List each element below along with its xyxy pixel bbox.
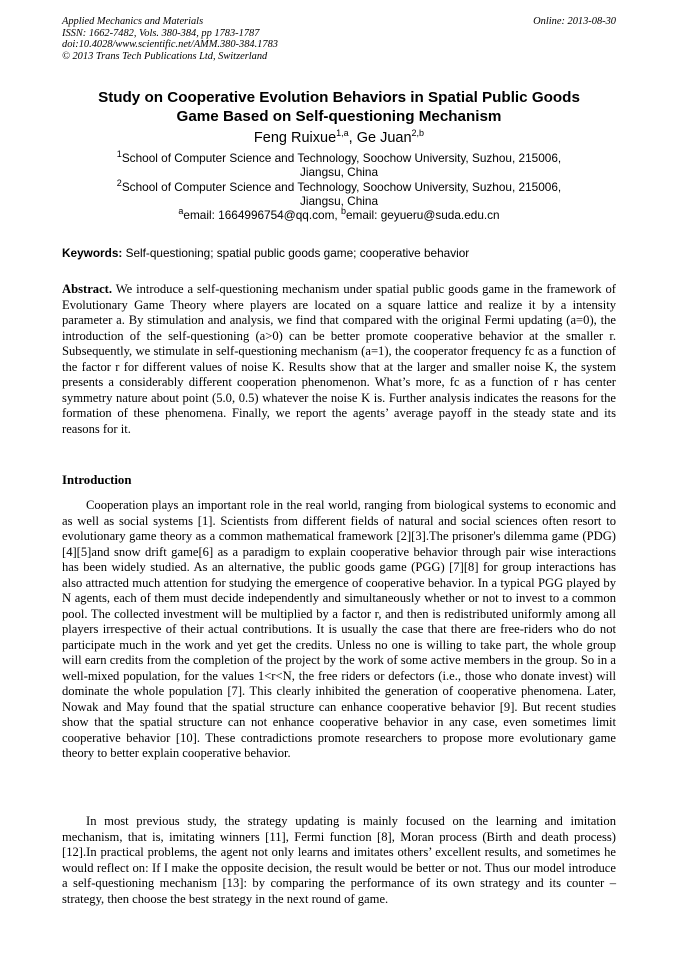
affiliation-1 [62, 151, 616, 180]
email-b: email: geyueru@suda.edu.cn [345, 208, 500, 222]
email-b-sup: b [340, 206, 346, 217]
introduction-paragraph-2: In most previous study, the strategy updating is mainly focused on the learning and imitation mechanism, that is, imitating winners [11], Fermi function [8], Moran process (Birth and death process) [12].In practical problems, the agent not only learns and imitates others’ excellent results, and sometimes he would reflect on: If I make the opposite decision, the result would be better or not. Thus our model introduce a self-questioning mechanism [13]: by comparing the performance of its own strategy and its counter – strategy, then choose the best strategy in the next round of game. [62, 814, 616, 906]
author-1-sup: 1,a [336, 128, 349, 139]
affiliation-2 [62, 180, 616, 209]
title-line-2: Game Based on Self-questioning Mechanism [176, 108, 502, 125]
keywords [62, 246, 616, 260]
affiliation-1-sup: 1 [116, 149, 122, 160]
online-date: Online: 2013-08-30 [533, 16, 616, 27]
affiliation-1-line-1: School of Computer Science and Technology, Soochow University, Suzhou, 215006, [121, 151, 562, 165]
affiliation-2-line-2: Jiangsu, China [299, 194, 379, 209]
author-2-sup: 2,b [411, 128, 425, 139]
author-2: Ge Juan [356, 130, 412, 146]
abstract-text: We introduce a self-questioning mechanism under spatial public goods game in the framework of Evolutionary Game Theory where players are located on a square lattice and realize it by a intensity parameter a. By stimulation and analysis, we find that compared with the original Fermi updating (a=0), the introduction of the self-questioning (a>0) can be better promote cooperative behavior at the smaller r. Subsequently, we stimulate in self-questioning mechanism (a=1), the cooperator frequency fc as a function of the factor r for different values of noise K. Results show that at the larger and smaller noise K, the system presents a considerably different cooperation phenomenon. What’s more, fc as a function of r has center symmetry nature about point (5.0, 0.5) whatever the noise K is. Further analysis indicates the reasons for the formation of these phenomena. Finally, we report the agents’ average payoff in the steady state and its reasons for it. [62, 282, 616, 436]
page-header [62, 16, 616, 62]
email-a-sup: a [178, 206, 184, 217]
email-a: email: 1664996754@qq.com, [183, 208, 341, 222]
affiliation-2-sup: 2 [116, 178, 122, 189]
title-line-1: Study on Cooperative Evolution Behaviors in Spatial Public Goods [98, 89, 580, 106]
introduction-paragraph-1: Cooperation plays an important role in the real world, ranging from biological systems to economic and as well as social systems [1]. Scientists from different fields of natural and social sciences often resort to evolutionary game theory as a common mathematical framework [2][3].The prisoner's dilemma game (PDG) [4][5]and snow drift game[6] as a paradigm to explain cooperative behavior through pair wise interactions has been widely studied. As an alternative, the public goods game (PGG) [7][8] for group interactions has also attracted much attention for studying the emergence of cooperative behavior. In a typical PGG played by N agents, each of them must decide independently and simultaneously whether or not to invest to a common pool. The collected investment will be multiplied by a factor r, and then is redistributed uniformly among all players irrespective of their actual contributions. It is usually the case that there are free-riders who do not participate much in the work and yet get the credits. Unless no one is willing to take part, the whole group will earn credits from the completion of the project by the work of some active members in the group. So in a well-mixed population, for the values 1<r<N, the free riders or defectors (i.e., those who donate invest) will dominate the whole population [7]. This clearly inhibited the generation of cooperative phenomena. Later, Nowak and May found that the spatial structure can enhance cooperative behavior [9]. But recent studies show that the spatial structure can not enhance cooperative behavior in any case, even sometimes limit cooperative behavior [10]. These contradictions promote researchers to propose more evolutionary game theory to better explain cooperative behavior. [62, 498, 616, 760]
author-emails [62, 208, 616, 222]
abstract [62, 282, 616, 437]
issn-line: ISSN: 1662-7482, Vols. 380-384, pp 1783-1787 [62, 27, 260, 39]
keywords-text: Self-questioning; spatial public goods game; cooperative behavior [122, 246, 470, 260]
doi-line: doi:10.4028/www.scientific.net/AMM.380-384.1783 [62, 39, 278, 51]
keywords-label: Keywords: [62, 246, 123, 260]
paper-title [62, 88, 616, 126]
affiliation-2-line-1: School of Computer Science and Technology, Soochow University, Suzhou, 215006, [121, 180, 562, 194]
journal-name: Applied Mechanics and Materials [62, 16, 204, 27]
section-heading-introduction: Introduction [62, 473, 132, 487]
authors [62, 129, 616, 147]
author-1: Feng Ruixue [253, 130, 337, 146]
copyright-line: © 2013 Trans Tech Publications Ltd, Switzerland [62, 50, 268, 62]
author-separator: , [348, 130, 357, 146]
affiliation-1-line-2: Jiangsu, China [299, 165, 379, 180]
abstract-label: Abstract. [62, 282, 113, 296]
